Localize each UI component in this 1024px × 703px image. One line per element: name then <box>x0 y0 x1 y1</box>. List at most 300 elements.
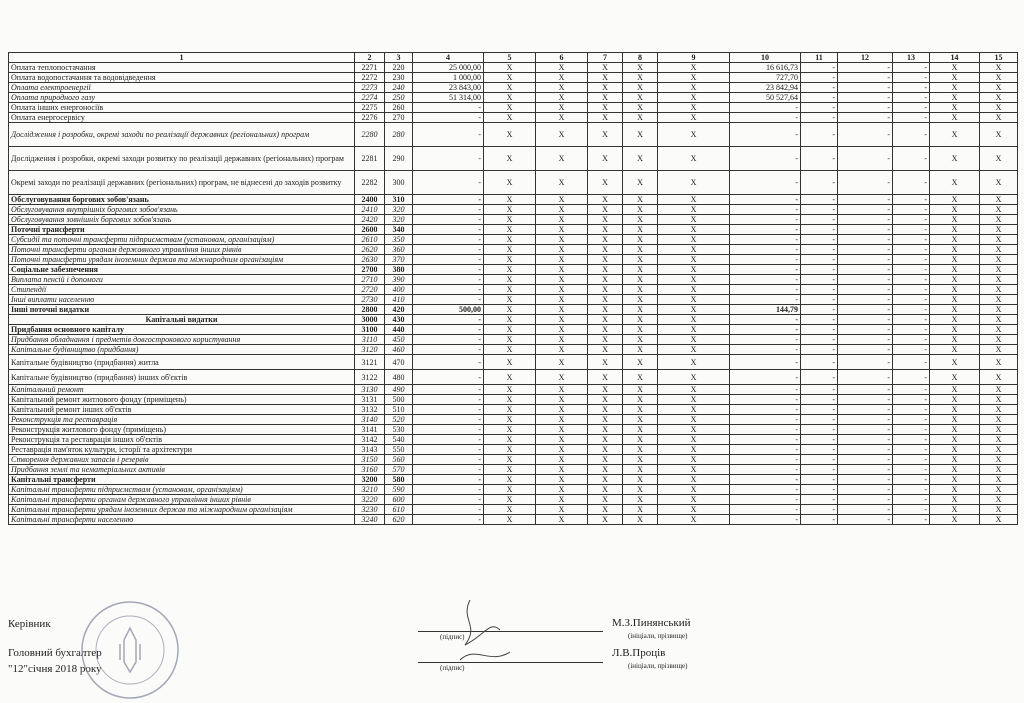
dash-cell: - <box>801 83 838 93</box>
dash-cell: - <box>838 345 893 355</box>
x-mark-cell: X <box>658 405 730 415</box>
x-mark-cell: X <box>658 215 730 225</box>
table-row <box>9 355 1018 370</box>
dash-cell: - <box>801 235 838 245</box>
table-row <box>9 73 1018 83</box>
x-mark-cell: X <box>623 103 658 113</box>
x-mark-cell: X <box>484 405 536 415</box>
x-mark-cell: X <box>623 83 658 93</box>
dash-cell: - <box>838 295 893 305</box>
dash-cell: - <box>838 405 893 415</box>
row-plan-value: - <box>413 255 484 265</box>
dash-cell: - <box>801 505 838 515</box>
dash-cell: - <box>893 425 930 435</box>
x-mark-cell: X <box>930 345 980 355</box>
x-mark-cell: X <box>930 505 980 515</box>
row-line-code: 620 <box>385 515 413 525</box>
row-name: Капітальні видатки <box>9 315 355 325</box>
x-mark-cell: X <box>623 245 658 255</box>
row-line-code: 310 <box>385 195 413 205</box>
dash-cell: - <box>838 215 893 225</box>
table-row <box>9 255 1018 265</box>
x-mark-cell: X <box>588 315 623 325</box>
report-date: "12"січня 2018 року <box>8 663 102 675</box>
x-mark-cell: X <box>980 285 1018 295</box>
x-mark-cell: X <box>623 123 658 147</box>
report-table <box>8 52 1018 525</box>
dash-cell: - <box>893 147 930 171</box>
row-plan-value: - <box>413 245 484 255</box>
x-mark-cell: X <box>980 171 1018 195</box>
x-mark-cell: X <box>930 205 980 215</box>
row-code: 2410 <box>355 205 385 215</box>
x-mark-cell: X <box>623 295 658 305</box>
x-mark-cell: X <box>536 73 588 83</box>
dash-cell: - <box>893 225 930 235</box>
x-mark-cell: X <box>536 345 588 355</box>
col-header: 10 <box>730 53 801 63</box>
row-line-code: 260 <box>385 103 413 113</box>
row-code: 2272 <box>355 73 385 83</box>
x-mark-cell: X <box>536 405 588 415</box>
col-header: 5 <box>484 53 536 63</box>
row-code: 3210 <box>355 485 385 495</box>
row-fact-value: - <box>730 465 801 475</box>
table-row <box>9 63 1018 73</box>
row-fact-value: 50 527,64 <box>730 93 801 103</box>
x-mark-cell: X <box>623 147 658 171</box>
x-mark-cell: X <box>930 215 980 225</box>
x-mark-cell: X <box>588 370 623 385</box>
accountant-sign-caption: (підпис) <box>440 664 465 672</box>
x-mark-cell: X <box>930 355 980 370</box>
x-mark-cell: X <box>980 405 1018 415</box>
x-mark-cell: X <box>623 305 658 315</box>
dash-cell: - <box>893 63 930 73</box>
x-mark-cell: X <box>980 495 1018 505</box>
x-mark-cell: X <box>588 415 623 425</box>
table-row <box>9 475 1018 485</box>
row-name: Оплата енергосервісу <box>9 113 355 123</box>
dash-cell: - <box>838 265 893 275</box>
x-mark-cell: X <box>930 475 980 485</box>
table-row <box>9 325 1018 335</box>
row-plan-value: - <box>413 205 484 215</box>
x-mark-cell: X <box>536 415 588 425</box>
x-mark-cell: X <box>930 123 980 147</box>
row-name: Інші виплати населенню <box>9 295 355 305</box>
row-line-code: 320 <box>385 215 413 225</box>
row-code: 3200 <box>355 475 385 485</box>
row-fact-value: - <box>730 205 801 215</box>
x-mark-cell: X <box>658 275 730 285</box>
x-mark-cell: X <box>484 425 536 435</box>
row-name: Обслуговування боргових зобов'язань <box>9 195 355 205</box>
x-mark-cell: X <box>484 385 536 395</box>
row-fact-value: - <box>730 455 801 465</box>
x-mark-cell: X <box>588 425 623 435</box>
x-mark-cell: X <box>980 295 1018 305</box>
table-row <box>9 415 1018 425</box>
row-plan-value: - <box>413 103 484 113</box>
row-fact-value: - <box>730 275 801 285</box>
dash-cell: - <box>838 515 893 525</box>
accountant-initials-caption: (ініціали, прізвище) <box>628 662 688 670</box>
dash-cell: - <box>838 355 893 370</box>
dash-cell: - <box>893 255 930 265</box>
row-fact-value: - <box>730 265 801 275</box>
table-row <box>9 455 1018 465</box>
dash-cell: - <box>838 195 893 205</box>
x-mark-cell: X <box>980 235 1018 245</box>
x-mark-cell: X <box>980 93 1018 103</box>
table-row <box>9 315 1018 325</box>
row-fact-value: - <box>730 345 801 355</box>
row-fact-value: - <box>730 195 801 205</box>
row-line-code: 530 <box>385 425 413 435</box>
dash-cell: - <box>801 405 838 415</box>
x-mark-cell: X <box>930 147 980 171</box>
row-plan-value: - <box>413 215 484 225</box>
x-mark-cell: X <box>484 455 536 465</box>
row-name: Дослідження і розробки, окремі заходи по реалізації державних (регіональних) програм <box>9 123 355 147</box>
row-fact-value: - <box>730 355 801 370</box>
dash-cell: - <box>893 315 930 325</box>
col-header: 7 <box>588 53 623 63</box>
dash-cell: - <box>893 475 930 485</box>
x-mark-cell: X <box>484 171 536 195</box>
dash-cell: - <box>838 113 893 123</box>
dash-cell: - <box>838 83 893 93</box>
x-mark-cell: X <box>536 355 588 370</box>
x-mark-cell: X <box>588 245 623 255</box>
x-mark-cell: X <box>930 295 980 305</box>
head-label: Керівник <box>8 618 51 630</box>
row-plan-value: - <box>413 465 484 475</box>
x-mark-cell: X <box>536 103 588 113</box>
row-name: Капітальні трансферти підприємствам (установам, організаціям) <box>9 485 355 495</box>
row-code: 2600 <box>355 225 385 235</box>
x-mark-cell: X <box>658 265 730 275</box>
head-name: М.З.Пинянський <box>612 617 691 629</box>
row-code: 3240 <box>355 515 385 525</box>
x-mark-cell: X <box>980 103 1018 113</box>
x-mark-cell: X <box>658 385 730 395</box>
x-mark-cell: X <box>588 495 623 505</box>
row-line-code: 290 <box>385 147 413 171</box>
dash-cell: - <box>801 455 838 465</box>
dash-cell: - <box>838 385 893 395</box>
table-row <box>9 515 1018 525</box>
x-mark-cell: X <box>484 305 536 315</box>
row-code: 3143 <box>355 445 385 455</box>
dash-cell: - <box>838 275 893 285</box>
dash-cell: - <box>801 63 838 73</box>
table-row <box>9 123 1018 147</box>
row-name: Придбання землі та нематеріальних активів <box>9 465 355 475</box>
x-mark-cell: X <box>930 113 980 123</box>
dash-cell: - <box>801 123 838 147</box>
x-mark-cell: X <box>484 255 536 265</box>
row-line-code: 450 <box>385 335 413 345</box>
x-mark-cell: X <box>484 465 536 475</box>
dash-cell: - <box>801 445 838 455</box>
x-mark-cell: X <box>980 215 1018 225</box>
x-mark-cell: X <box>484 275 536 285</box>
x-mark-cell: X <box>623 475 658 485</box>
row-plan-value: - <box>413 505 484 515</box>
table-row <box>9 425 1018 435</box>
x-mark-cell: X <box>588 225 623 235</box>
x-mark-cell: X <box>930 195 980 205</box>
x-mark-cell: X <box>623 285 658 295</box>
x-mark-cell: X <box>658 255 730 265</box>
x-mark-cell: X <box>484 495 536 505</box>
x-mark-cell: X <box>623 255 658 265</box>
dash-cell: - <box>838 395 893 405</box>
table-row <box>9 245 1018 255</box>
dash-cell: - <box>838 305 893 315</box>
table-row <box>9 285 1018 295</box>
row-line-code: 500 <box>385 395 413 405</box>
table-row <box>9 495 1018 505</box>
row-plan-value: 25 000,00 <box>413 63 484 73</box>
x-mark-cell: X <box>658 370 730 385</box>
x-mark-cell: X <box>658 205 730 215</box>
dash-cell: - <box>893 345 930 355</box>
x-mark-cell: X <box>623 515 658 525</box>
x-mark-cell: X <box>588 395 623 405</box>
row-name: Капітальний ремонт <box>9 385 355 395</box>
row-fact-value: - <box>730 405 801 415</box>
dash-cell: - <box>893 385 930 395</box>
row-line-code: 230 <box>385 73 413 83</box>
row-fact-value: - <box>730 495 801 505</box>
row-plan-value: - <box>413 195 484 205</box>
x-mark-cell: X <box>484 335 536 345</box>
row-plan-value: - <box>413 370 484 385</box>
x-mark-cell: X <box>588 275 623 285</box>
row-fact-value: - <box>730 123 801 147</box>
x-mark-cell: X <box>930 335 980 345</box>
head-initials-caption: (ініціали, прізвище) <box>628 632 688 640</box>
x-mark-cell: X <box>536 93 588 103</box>
row-name: Оплата водопостачання та водовідведення <box>9 73 355 83</box>
row-name: Субсидії та поточні трансферти підприємствам (установам, організаціям) <box>9 235 355 245</box>
row-line-code: 390 <box>385 275 413 285</box>
x-mark-cell: X <box>623 195 658 205</box>
x-mark-cell: X <box>536 315 588 325</box>
row-plan-value: - <box>413 475 484 485</box>
row-name: Дослідження і розробки, окремі заходи розвитку по реалізації державних (регіональних) програм <box>9 147 355 171</box>
row-name: Окремі заходи по реалізації державних (регіональних) програм, не віднесені до заходів розвитку <box>9 171 355 195</box>
x-mark-cell: X <box>658 195 730 205</box>
row-code: 3122 <box>355 370 385 385</box>
row-name: Поточні трансферти <box>9 225 355 235</box>
row-code: 2630 <box>355 255 385 265</box>
row-name: Капітальні трансферти урядам іноземних держав та міжнародним організаціям <box>9 505 355 515</box>
x-mark-cell: X <box>536 295 588 305</box>
row-plan-value: - <box>413 171 484 195</box>
dash-cell: - <box>893 205 930 215</box>
column-number-row <box>9 53 1018 63</box>
row-fact-value: - <box>730 325 801 335</box>
x-mark-cell: X <box>980 515 1018 525</box>
x-mark-cell: X <box>588 405 623 415</box>
dash-cell: - <box>893 415 930 425</box>
dash-cell: - <box>893 495 930 505</box>
dash-cell: - <box>893 445 930 455</box>
dash-cell: - <box>838 245 893 255</box>
dash-cell: - <box>801 425 838 435</box>
x-mark-cell: X <box>658 285 730 295</box>
x-mark-cell: X <box>588 475 623 485</box>
x-mark-cell: X <box>658 355 730 370</box>
row-plan-value: - <box>413 113 484 123</box>
x-mark-cell: X <box>536 465 588 475</box>
x-mark-cell: X <box>536 455 588 465</box>
dash-cell: - <box>893 103 930 113</box>
x-mark-cell: X <box>623 325 658 335</box>
table-row <box>9 385 1018 395</box>
x-mark-cell: X <box>658 93 730 103</box>
row-plan-value: - <box>413 415 484 425</box>
dash-cell: - <box>893 405 930 415</box>
row-line-code: 350 <box>385 235 413 245</box>
x-mark-cell: X <box>484 285 536 295</box>
row-plan-value: - <box>413 425 484 435</box>
row-plan-value: - <box>413 295 484 305</box>
x-mark-cell: X <box>536 235 588 245</box>
x-mark-cell: X <box>588 147 623 171</box>
dash-cell: - <box>893 73 930 83</box>
x-mark-cell: X <box>588 345 623 355</box>
row-name: Обслуговування зовнішніх боргових зобов'язань <box>9 215 355 225</box>
x-mark-cell: X <box>623 113 658 123</box>
x-mark-cell: X <box>930 465 980 475</box>
x-mark-cell: X <box>930 235 980 245</box>
row-code: 3142 <box>355 435 385 445</box>
x-mark-cell: X <box>980 73 1018 83</box>
row-name: Обслуговування внутрішніх боргових зобов'язань <box>9 205 355 215</box>
row-code: 2420 <box>355 215 385 225</box>
row-code: 3110 <box>355 335 385 345</box>
x-mark-cell: X <box>930 171 980 195</box>
dash-cell: - <box>893 435 930 445</box>
dash-cell: - <box>838 370 893 385</box>
x-mark-cell: X <box>658 171 730 195</box>
x-mark-cell: X <box>536 171 588 195</box>
row-plan-value: - <box>413 435 484 445</box>
row-fact-value: - <box>730 235 801 245</box>
dash-cell: - <box>893 505 930 515</box>
row-fact-value: - <box>730 425 801 435</box>
x-mark-cell: X <box>658 113 730 123</box>
row-plan-value: - <box>413 275 484 285</box>
dash-cell: - <box>893 195 930 205</box>
x-mark-cell: X <box>623 505 658 515</box>
dash-cell: - <box>838 425 893 435</box>
x-mark-cell: X <box>536 325 588 335</box>
row-name: Оплата природного газу <box>9 93 355 103</box>
row-fact-value: - <box>730 315 801 325</box>
x-mark-cell: X <box>536 275 588 285</box>
x-mark-cell: X <box>658 335 730 345</box>
x-mark-cell: X <box>536 113 588 123</box>
row-name: Реконструкція житлового фонду (приміщень) <box>9 425 355 435</box>
x-mark-cell: X <box>980 245 1018 255</box>
x-mark-cell: X <box>930 435 980 445</box>
table-row <box>9 395 1018 405</box>
x-mark-cell: X <box>536 395 588 405</box>
dash-cell: - <box>838 335 893 345</box>
table-row <box>9 225 1018 235</box>
table-row <box>9 275 1018 285</box>
x-mark-cell: X <box>930 93 980 103</box>
dash-cell: - <box>801 113 838 123</box>
dash-cell: - <box>801 147 838 171</box>
x-mark-cell: X <box>658 475 730 485</box>
dash-cell: - <box>838 455 893 465</box>
row-code: 3220 <box>355 495 385 505</box>
dash-cell: - <box>838 325 893 335</box>
table-row <box>9 485 1018 495</box>
x-mark-cell: X <box>484 475 536 485</box>
row-line-code: 410 <box>385 295 413 305</box>
x-mark-cell: X <box>658 73 730 83</box>
row-code: 3130 <box>355 385 385 395</box>
row-fact-value: - <box>730 255 801 265</box>
dash-cell: - <box>801 315 838 325</box>
row-fact-value: - <box>730 225 801 235</box>
dash-cell: - <box>838 93 893 103</box>
x-mark-cell: X <box>980 123 1018 147</box>
row-code: 2610 <box>355 235 385 245</box>
table-row <box>9 370 1018 385</box>
dash-cell: - <box>893 123 930 147</box>
row-fact-value: - <box>730 103 801 113</box>
x-mark-cell: X <box>658 325 730 335</box>
row-plan-value: 23 843,00 <box>413 83 484 93</box>
head-sign-caption: (підпис) <box>440 633 465 641</box>
dash-cell: - <box>893 285 930 295</box>
col-header: 1 <box>9 53 355 63</box>
x-mark-cell: X <box>623 455 658 465</box>
row-code: 2275 <box>355 103 385 113</box>
x-mark-cell: X <box>658 515 730 525</box>
dash-cell: - <box>838 103 893 113</box>
x-mark-cell: X <box>623 495 658 505</box>
row-code: 2800 <box>355 305 385 315</box>
x-mark-cell: X <box>658 465 730 475</box>
row-code: 2276 <box>355 113 385 123</box>
x-mark-cell: X <box>623 235 658 245</box>
dash-cell: - <box>893 515 930 525</box>
x-mark-cell: X <box>484 195 536 205</box>
x-mark-cell: X <box>623 415 658 425</box>
table-row <box>9 435 1018 445</box>
row-line-code: 360 <box>385 245 413 255</box>
row-name: Капітальний ремонт житлового фонду (приміщень) <box>9 395 355 405</box>
x-mark-cell: X <box>536 370 588 385</box>
dash-cell: - <box>893 93 930 103</box>
x-mark-cell: X <box>536 195 588 205</box>
table-row <box>9 113 1018 123</box>
x-mark-cell: X <box>658 245 730 255</box>
dash-cell: - <box>801 265 838 275</box>
x-mark-cell: X <box>930 315 980 325</box>
dash-cell: - <box>893 83 930 93</box>
